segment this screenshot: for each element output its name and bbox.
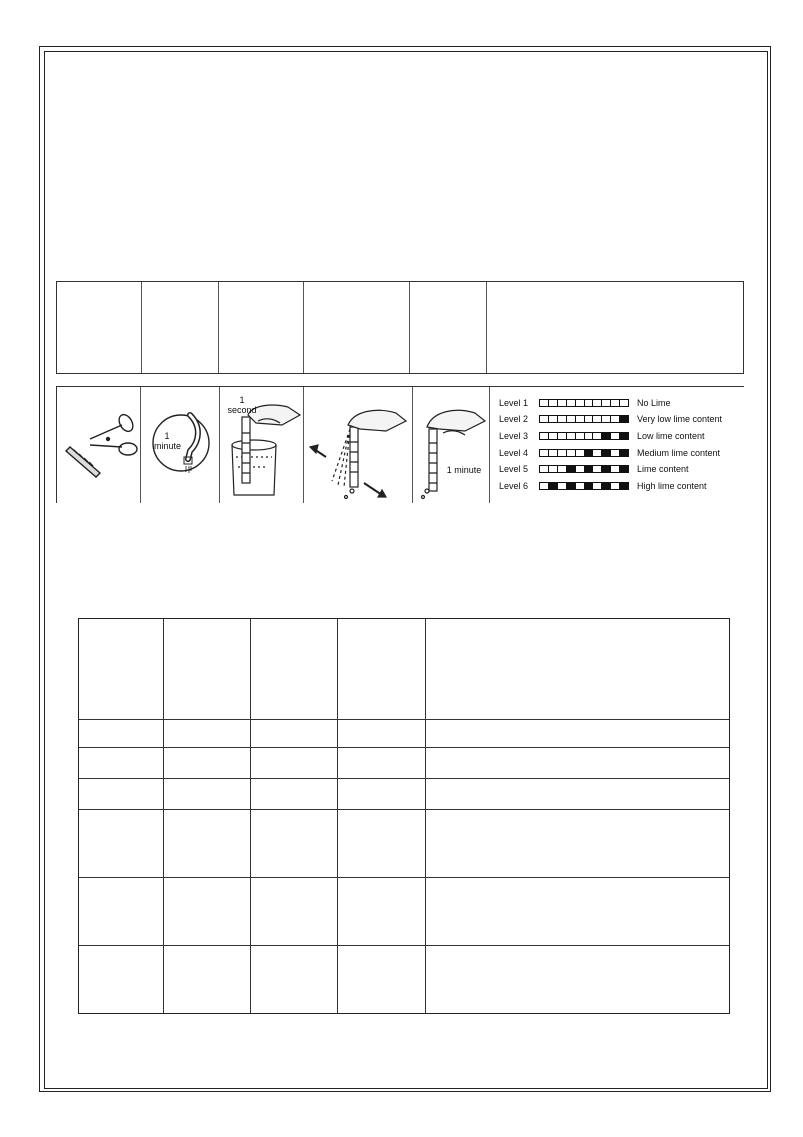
strip-pad — [593, 433, 602, 439]
top-table-divider — [303, 282, 304, 373]
strip-pad — [549, 416, 558, 422]
bottom-table-row-divider — [79, 877, 729, 878]
strip-divider — [412, 387, 413, 503]
strip-pad — [576, 400, 585, 406]
strip-pad — [620, 483, 628, 489]
strip-pad — [567, 416, 576, 422]
strip-pad — [540, 433, 549, 439]
cup-duration-caption: 1 second — [227, 395, 257, 415]
strip-pad — [602, 450, 611, 456]
strip-pad — [611, 466, 620, 472]
top-table-divider — [486, 282, 487, 373]
bottom-table-col-divider — [425, 619, 426, 1013]
shake-off-strip-icon — [306, 387, 412, 504]
top-table-divider — [218, 282, 219, 373]
level-strip-bar — [539, 482, 629, 490]
strip-pad — [585, 416, 594, 422]
top-table-divider — [141, 282, 142, 373]
strip-pad — [549, 433, 558, 439]
strip-pad — [549, 450, 558, 456]
bottom-table-col-divider — [337, 619, 338, 1013]
strip-pad — [558, 450, 567, 456]
strip-pad — [602, 466, 611, 472]
strip-pad — [620, 450, 628, 456]
strip-pad — [593, 450, 602, 456]
strip-pad — [567, 400, 576, 406]
wait-duration-caption: 1 minute — [446, 465, 482, 475]
level-strip-bar — [539, 415, 629, 423]
strip-pad — [567, 466, 576, 472]
level-label: Level 3 — [499, 431, 529, 441]
strip-pad — [585, 483, 594, 489]
strip-pad — [620, 400, 628, 406]
bottom-table-row-divider — [79, 719, 729, 720]
level-description: No Lime — [637, 398, 671, 408]
level-label: Level 2 — [499, 414, 529, 424]
strip-pad — [611, 433, 620, 439]
scissors-cutting-strip-icon — [60, 387, 140, 504]
strip-pad — [611, 483, 620, 489]
level-description: High lime content — [637, 481, 707, 491]
strip-pad — [620, 416, 628, 422]
strip-pad — [549, 400, 558, 406]
level-label: Level 4 — [499, 448, 529, 458]
level-strip-bar — [539, 399, 629, 407]
strip-pad — [567, 433, 576, 439]
strip-pad — [585, 400, 594, 406]
level-description: Very low lime content — [637, 414, 723, 424]
level-strip-bar — [539, 465, 629, 473]
strip-pad — [602, 433, 611, 439]
strip-pad — [585, 466, 594, 472]
strip-pad — [576, 433, 585, 439]
strip-divider — [219, 387, 220, 503]
strip-pad — [540, 400, 549, 406]
level-description: Medium lime content — [637, 448, 721, 458]
strip-pad — [620, 466, 628, 472]
bottom-table-col-divider — [163, 619, 164, 1013]
strip-pad — [611, 416, 620, 422]
strip-pad — [567, 483, 576, 489]
strip-pad — [585, 450, 594, 456]
strip-pad — [602, 416, 611, 422]
bottom-table-col-divider — [250, 619, 251, 1013]
strip-pad — [576, 483, 585, 489]
strip-divider — [489, 387, 490, 503]
strip-pad — [576, 466, 585, 472]
level-strip-bar — [539, 449, 629, 457]
strip-pad — [585, 433, 594, 439]
strip-pad — [593, 483, 602, 489]
strip-pad — [611, 400, 620, 406]
top-table-divider — [409, 282, 410, 373]
strip-pad — [576, 416, 585, 422]
level-label: Level 1 — [499, 398, 529, 408]
level-label: Level 6 — [499, 481, 529, 491]
strip-pad — [593, 416, 602, 422]
strip-pad — [558, 483, 567, 489]
strip-pad — [593, 400, 602, 406]
bottom-table-row-divider — [79, 747, 729, 748]
hose-duration-caption: 1 minute — [154, 431, 182, 451]
strip-divider — [303, 387, 304, 503]
bottom-table-row-divider — [79, 778, 729, 779]
level-strip-bar — [539, 432, 629, 440]
strip-pad — [540, 483, 549, 489]
strip-pad — [602, 483, 611, 489]
strip-pad — [549, 466, 558, 472]
strip-pad — [549, 483, 558, 489]
strip-pad — [567, 450, 576, 456]
level-label: Level 5 — [499, 464, 529, 474]
strip-pad — [611, 450, 620, 456]
strip-pad — [540, 416, 549, 422]
wait-strip-icon — [415, 387, 489, 504]
bottom-table-row-divider — [79, 945, 729, 946]
strip-divider — [140, 387, 141, 503]
bottom-table-row-divider — [79, 809, 729, 810]
strip-left-border — [56, 387, 57, 503]
level-description: Low lime content — [637, 431, 705, 441]
strip-pad — [576, 450, 585, 456]
strip-pad — [558, 400, 567, 406]
bottom-table — [78, 618, 730, 1014]
level-description: Lime content — [637, 464, 689, 474]
strip-pad — [540, 450, 549, 456]
top-table — [56, 281, 744, 374]
strip-pad — [593, 466, 602, 472]
strip-pad — [558, 416, 567, 422]
strip-pad — [540, 466, 549, 472]
strip-pad — [558, 466, 567, 472]
strip-pad — [602, 400, 611, 406]
strip-pad — [558, 433, 567, 439]
strip-pad — [620, 433, 628, 439]
